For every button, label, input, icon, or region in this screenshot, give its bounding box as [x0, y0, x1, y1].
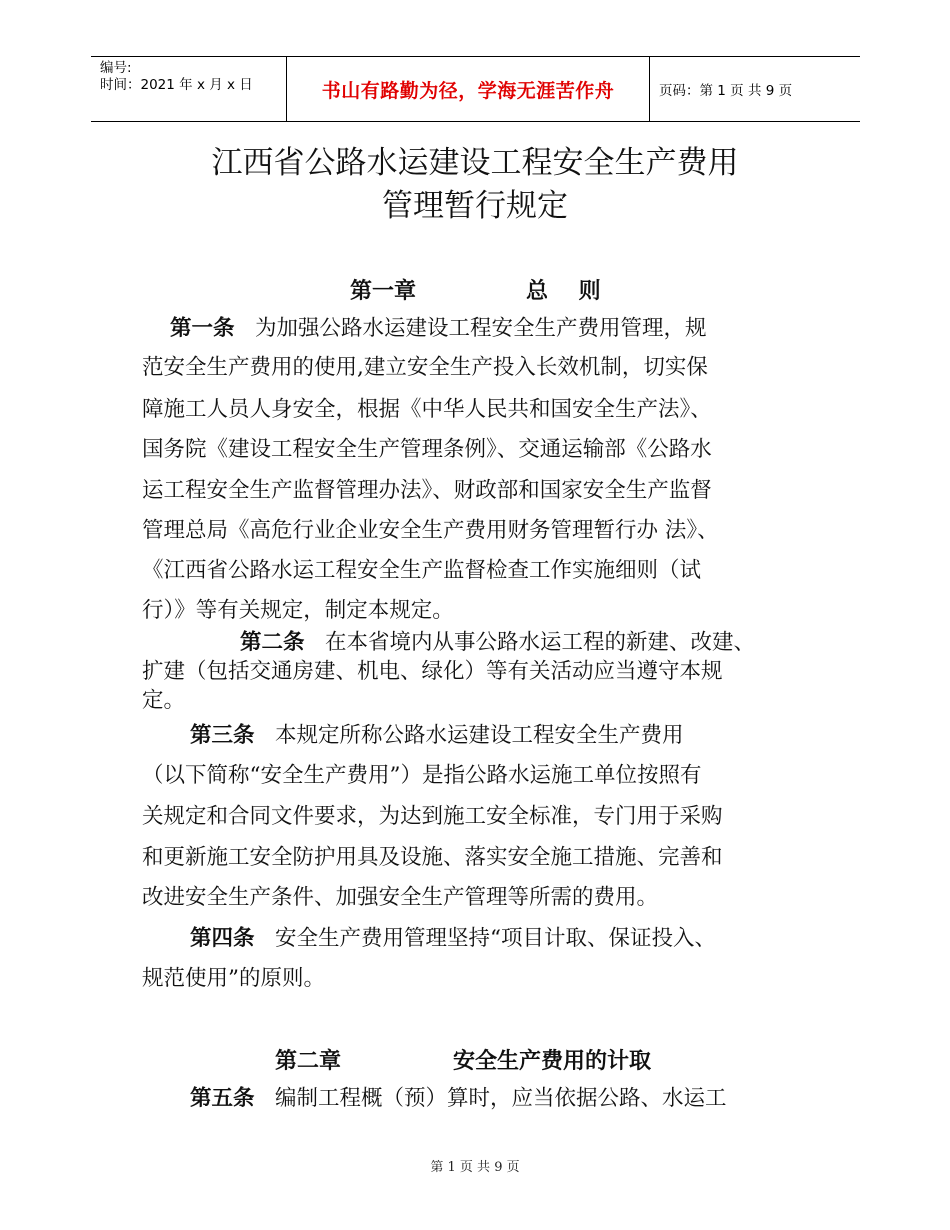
article-2-label: 第二条	[240, 630, 305, 655]
header-meta	[91, 57, 286, 121]
article-1-line: 行）》等有关规定，制定本规定。	[142, 598, 454, 623]
article-2-line: 定。	[142, 688, 186, 713]
article-1-line: 国务院《建设工程安全生产管理条例》、交通运输部《公路水	[142, 437, 712, 462]
header-motto: 书山有路勤为径，学海无涯苦作舟	[286, 57, 650, 121]
article-3-line: （以下简称“安全生产费用”）是指公路水运施工单位按照有	[142, 763, 702, 788]
chapter-2-name: 安全生产费用的计取	[453, 1049, 652, 1074]
chapter-1-name: 总 则	[526, 279, 601, 304]
article-3-label: 第三条	[190, 723, 255, 748]
article-5-label: 第五条	[190, 1086, 255, 1111]
article-1-line: 管理总局《高危行业企业安全生产费用财务管理暂行办 法》、	[142, 518, 719, 543]
article-3-line: 改进安全生产条件、加强安全生产管理等所需的费用。	[142, 885, 659, 910]
article-1-line: 《江西省公路水运工程安全生产监督检查工作实施细则（试	[142, 558, 702, 583]
header-page-info: 页码：第 1 页 共 9 页	[659, 83, 793, 99]
document-title-line-1: 江西省公路水运建设工程安全生产费用	[211, 145, 739, 181]
article-1-first-line	[170, 314, 707, 344]
article-5-first-line	[190, 1084, 727, 1114]
document-title-line-2: 管理暂行规定	[382, 188, 568, 224]
article-3-line: 和更新施工安全防护用具及设施、落实安全施工措施、完善和	[142, 845, 723, 870]
article-1-text: 为加强公路水运建设工程安全生产费用管理，规	[255, 316, 707, 341]
article-4-text: 安全生产费用管理坚持“项目计取、保证投入、	[275, 926, 717, 951]
article-1-label: 第一条	[170, 316, 235, 341]
document-header	[91, 56, 860, 122]
page-footer: 第 1 页 共 9 页	[430, 1160, 520, 1175]
article-1-line: 障施工人员人身安全，根据《中华人民共和国安全生产法》、	[142, 397, 712, 422]
document-time: 时间：2021 年 x 月 x 日	[100, 77, 253, 93]
chapter-2-number: 第二章	[275, 1049, 342, 1074]
article-2-text: 在本省境内从事公路水运工程的新建、改建、	[325, 630, 756, 655]
document-number-label: 编号:	[100, 60, 132, 76]
article-2-first-line	[240, 628, 755, 658]
chapter-1-number: 第一章	[350, 279, 417, 304]
article-1-line: 运工程安全生产监督管理办法》、财政部和国家安全生产监督	[142, 478, 712, 503]
article-4-label: 第四条	[190, 926, 255, 951]
article-3-text: 本规定所称公路水运建设工程安全生产费用	[275, 723, 684, 748]
article-5-text: 编制工程概（预）算时，应当依据公路、水运工	[275, 1086, 727, 1111]
article-4-line: 规范使用”的原则。	[142, 966, 325, 991]
article-3-first-line	[190, 721, 684, 751]
article-3-line: 关规定和合同文件要求，为达到施工安全标准，专门用于采购	[142, 804, 723, 829]
article-4-first-line	[190, 924, 716, 954]
article-2-line: 扩建（包括交通房建、机电、绿化）等有关活动应当遵守本规	[142, 659, 723, 684]
article-1-line: 范安全生产费用的使用,建立安全生产投入长效机制，切实保	[142, 355, 708, 380]
